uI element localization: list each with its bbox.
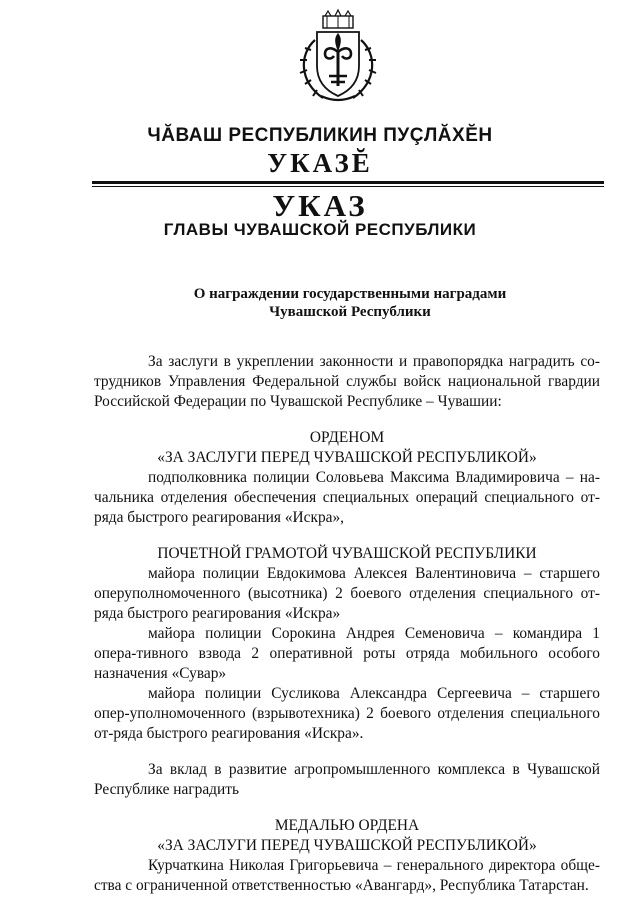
order-heading-name: «ЗА ЗАСЛУГИ ПЕРЕД ЧУВАШСКОЙ РЕСПУБЛИКОЙ» xyxy=(157,449,537,466)
order-recipient: подполковника полиции Соловьева Максима Владимировича – на-чальника отделения обеспечения специальных операций специального от-ряда быстрого реагирования «Искра», xyxy=(94,469,600,526)
intro-paragraph: За заслуги в укреплении законности и правопорядка наградить со-трудников Управления Федеральной службы войск национальной гвардии Российской Федерации по Чувашской Республике – Чувашии: xyxy=(94,353,600,410)
chuvash-coat-of-arms-icon xyxy=(285,6,391,106)
header-russian-decree: УКАЗ xyxy=(272,188,368,223)
decree-body xyxy=(94,352,600,896)
decree-title-line1: О награждении государственными наградами xyxy=(193,286,507,302)
header-divider-thick xyxy=(92,181,604,184)
medal-recipient: Курчаткина Николая Григорьевича – генерального директора обще-ства с ограниченной ответственностью «Авангард», Республика Татарстан. xyxy=(94,857,600,894)
medal-heading-name: «ЗА ЗАСЛУГИ ПЕРЕД ЧУВАШСКОЙ РЕСПУБЛИКОЙ» xyxy=(157,837,537,854)
header-chuvash-title: ЧĂВАШ РЕСПУБЛИКИН ПУÇЛĂХĔН xyxy=(147,125,493,146)
header-divider-thin xyxy=(92,186,604,187)
gramota-heading: ПОЧЕТНОЙ ГРАМОТОЙ ЧУВАШСКОЙ РЕСПУБЛИКИ xyxy=(157,545,537,562)
gramota-recipient-3: майора полиции Сусликова Александра Сергеевича – старшего опер-уполномоченного (взрывотехника) 2 боевого отделения специального от-ряда быстрого реагирования «Искра». xyxy=(94,685,600,742)
decree-title xyxy=(94,285,606,321)
decree-title-line2: Чувашской Республики xyxy=(269,304,431,320)
order-heading: ОРДЕНОМ xyxy=(309,429,385,446)
medal-heading: МЕДАЛЬЮ ОРДЕНА xyxy=(274,817,420,834)
gramota-recipient-1: майора полиции Евдокимова Алексея Валентиновича – старшего оперуполномоченного (высотника) 2 боевого отделения специального от-ряда быстрого реагирования «Искра» xyxy=(94,565,600,622)
header-chuvash-decree: УКАЗĔ xyxy=(267,148,373,178)
agro-intro-paragraph: За вклад в развитие агропромышленного комплекса в Чувашской Республике наградить xyxy=(94,761,600,798)
header-russian-title: ГЛАВЫ ЧУВАШСКОЙ РЕСПУБЛИКИ xyxy=(163,220,477,239)
gramota-recipient-2: майора полиции Сорокина Андрея Семеновича – командира 1 опера-тивного взвода 2 оперативной роты отряда мобильного особого назначения «Сувар» xyxy=(94,625,600,682)
